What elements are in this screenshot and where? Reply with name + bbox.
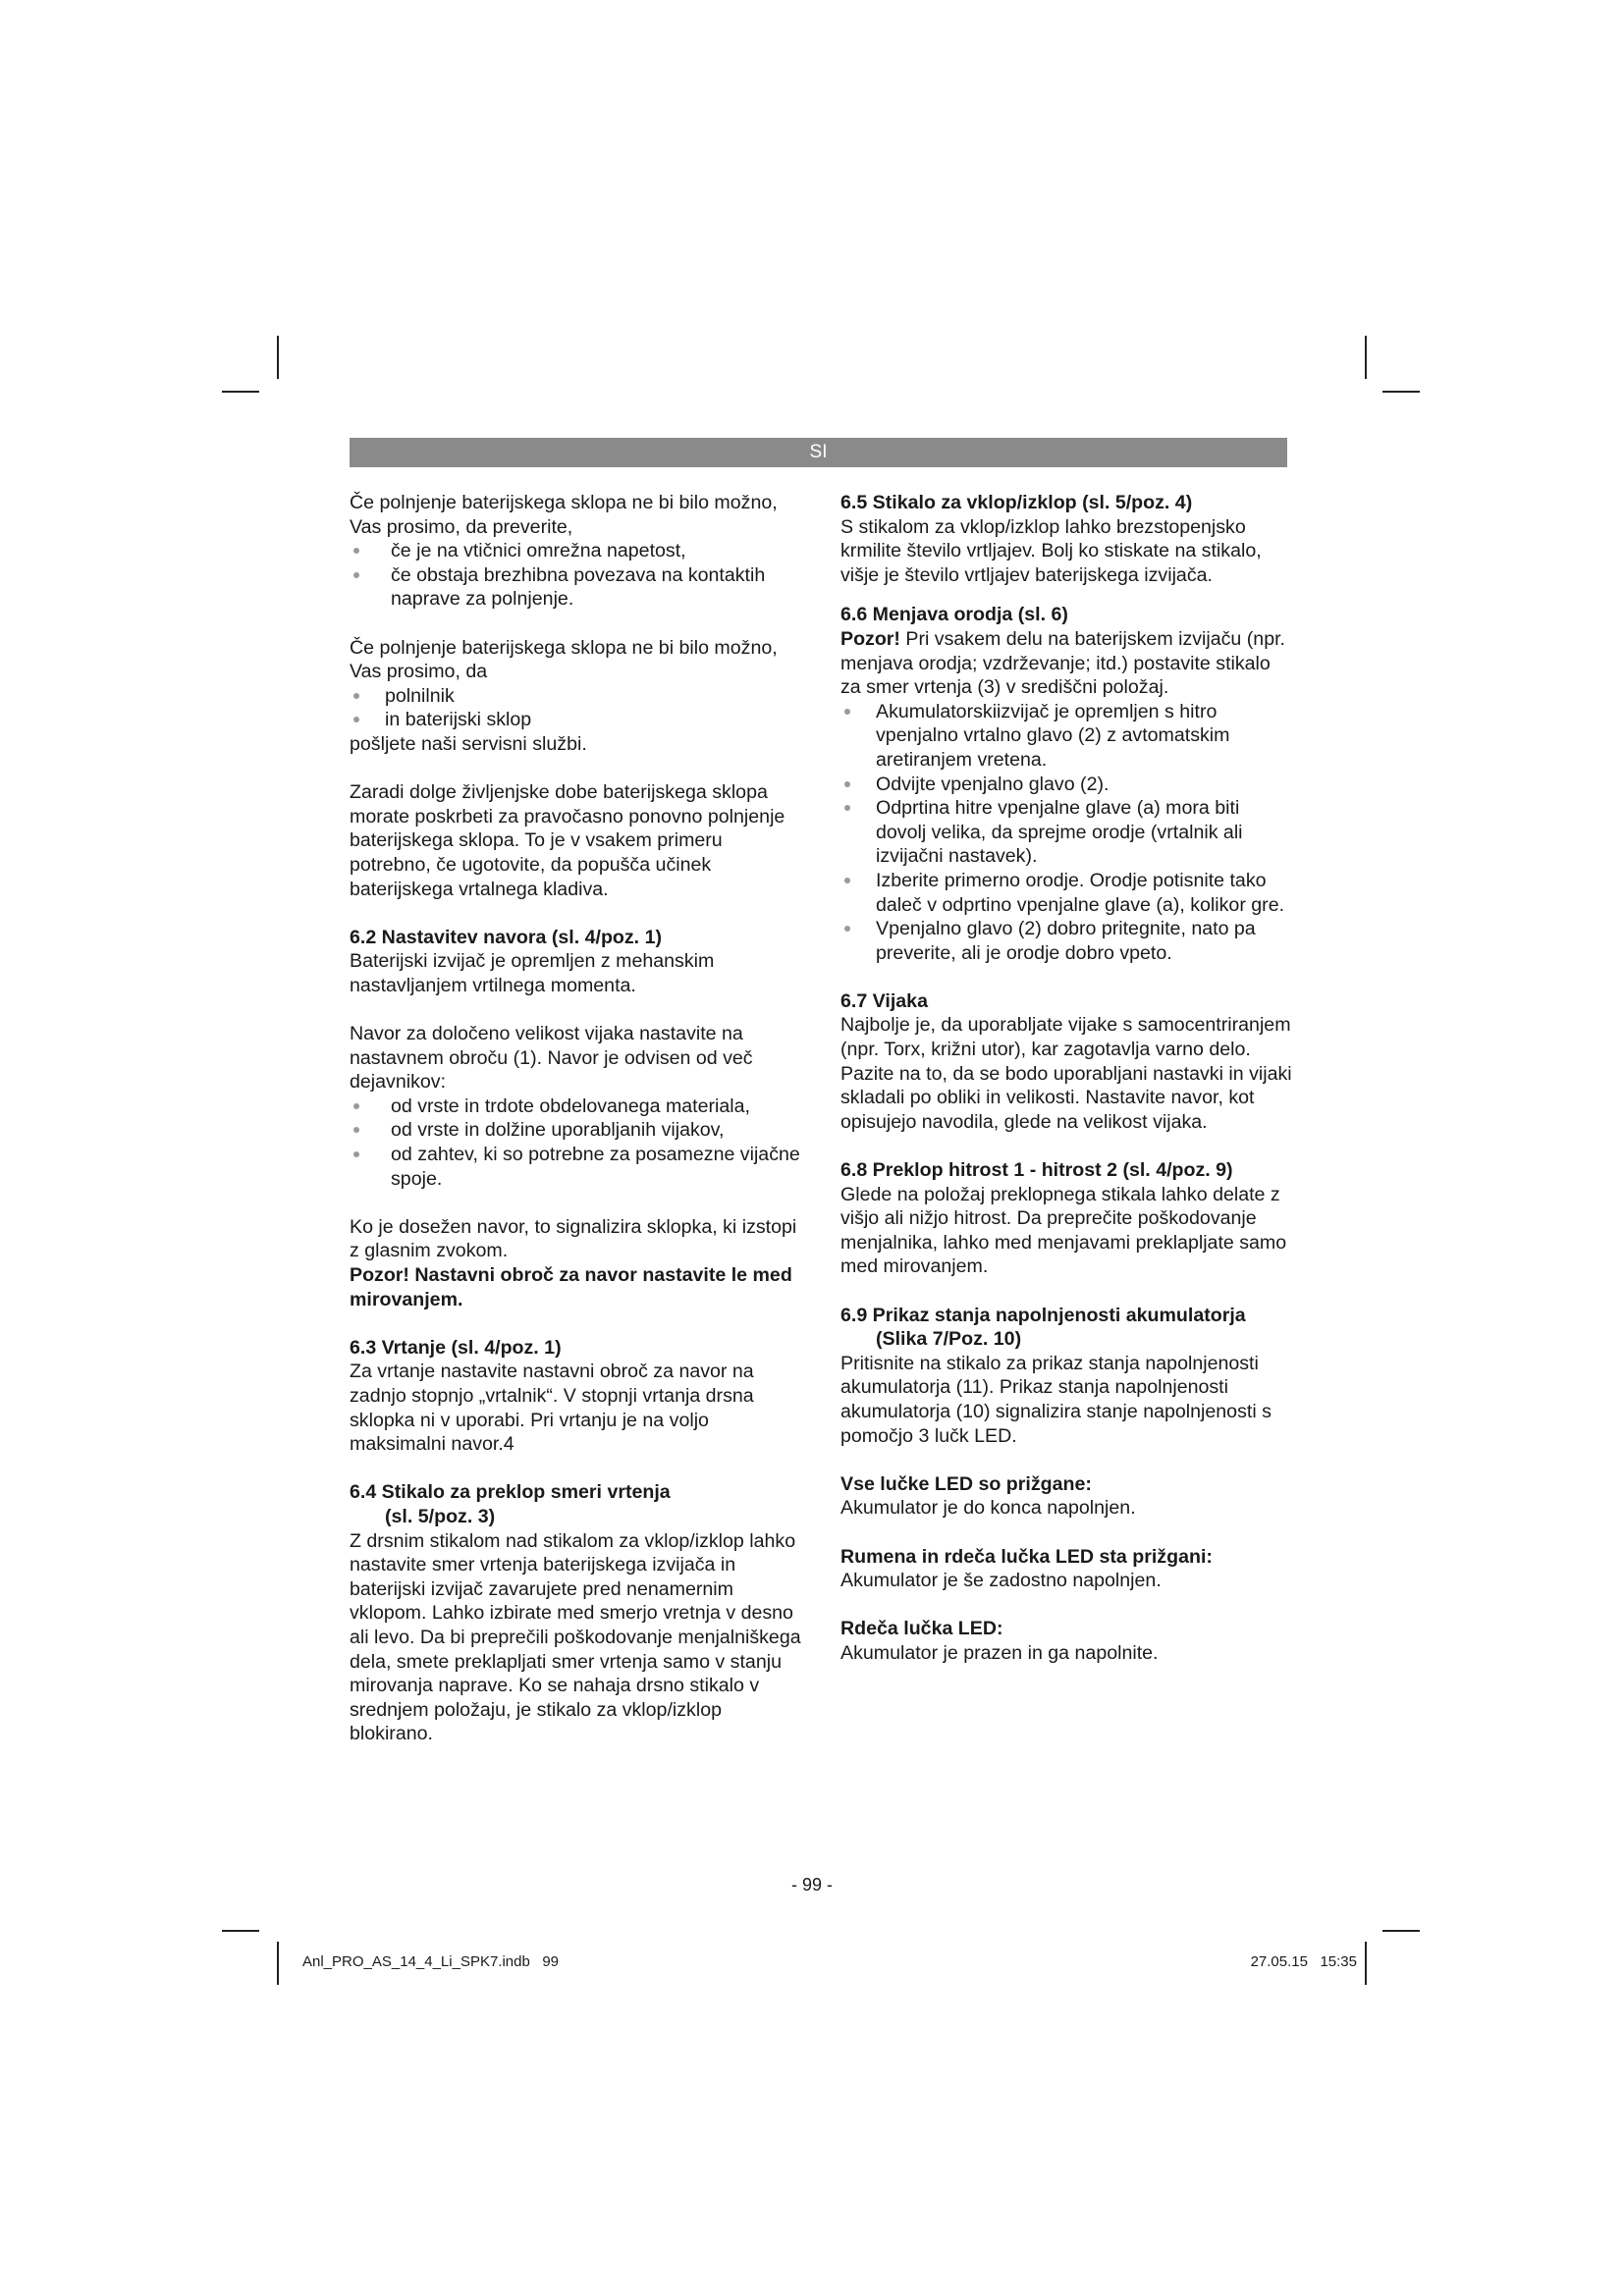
language-header-bar: SI xyxy=(350,438,1287,467)
crop-mark xyxy=(1382,391,1420,393)
paragraph: S stikalom za vklop/izklop lahko brezstopenjsko krmilite število vrtljajev. Bolj ko stiskate na stikalo, višje je število vrtljajev baterijskega izvijača. xyxy=(840,515,1262,586)
paragraph: Akumulator je do konca napolnjen. xyxy=(840,1497,1136,1520)
crop-mark xyxy=(222,391,259,393)
warning-text: Pri vsakem delu na baterijskem izvijaču (npr. menjava orodja; vzdrževanje; itd.) postavite stikalo za smer vrtenja (3) v središčni položaj. xyxy=(840,627,1285,699)
bullet-list xyxy=(350,684,801,732)
bullet-list xyxy=(350,539,801,612)
section-heading: 6.9 Prikaz stanja napolnjenosti akumulatorja xyxy=(840,1304,1246,1326)
section-heading: 6.2 Nastavitev navora (sl. 4/poz. 1) xyxy=(350,926,662,948)
warning-label: Pozor! xyxy=(840,627,900,650)
warning-text: Pozor! Nastavni obroč za navor nastavite le med mirovanjem. xyxy=(350,1264,792,1310)
crop-mark xyxy=(277,1942,279,1985)
section-heading-cont: (sl. 5/poz. 3) xyxy=(385,1505,496,1527)
paragraph: Zaradi dolge življenjske dobe baterijskega sklopa morate poskrbeti za pravočasno ponovno polnjenje baterijskega sklopa. To je v vsakem primeru potrebno, če ugotovite, da popušča učinek baterijskega vrtalnega kladiva. xyxy=(350,781,785,900)
paragraph: Navor za določeno velikost vijaka nastavite na nastavnem obroču (1). Navor je odvisen od več dejavnikov: xyxy=(350,1023,753,1094)
section-heading: 6.6 Menjava orodja (sl. 6) xyxy=(840,604,1068,626)
file-name: Anl_PRO_AS_14_4_Li_SPK7.indb 99 xyxy=(302,1953,560,1970)
list-item: od vrste in dolžine uporabljanih vijakov, xyxy=(350,1118,801,1143)
paragraph: Najbolje je, da uporabljate vijake s samocentriranjem (npr. Torx, križni utor), kar zagotavlja varno delo. Pazite na to, da se bodo uporabljani nastavki in vijaki skladali po obliki in velikosti. Nastavite navor, kot opisujejo navodila, glede na velikost vijaka. xyxy=(840,1014,1292,1133)
list-item: Odvijte vpenjalno glavo (2). xyxy=(840,773,1292,797)
led-status-heading: Vse lučke LED so prižgane: xyxy=(840,1472,1092,1495)
list-item: in baterijski sklop xyxy=(350,708,801,732)
left-column xyxy=(350,491,801,1746)
paragraph: Baterijski izvijač je opremljen z mehanskim nastavljanjem vrtilnega momenta. xyxy=(350,950,715,996)
print-date: 27.05.15 15:35 xyxy=(1250,1953,1357,1970)
paragraph: Za vrtanje nastavite nastavni obroč za navor na zadnjo stopnjo „vrtalnik“. V stopnji vrtanja drsna sklopka ni v uporabi. Pri vrtanju je na voljo maksimalni navor.4 xyxy=(350,1361,754,1456)
paragraph: Z drsnim stikalom nad stikalom za vklop/izklop lahko nastavite smer vrtenja baterijskega izvijača in baterijski izvijač zavarujete pred nenamernim vklopom. Lahko izbirate med smerjo vretnja v desno ali levo. Da bi preprečili poškodovanje menjalniškega dela, smete preklapljati smer vrtenja samo v stanju mirovanja naprave. Ko se nahaja drsno stikalo v srednjem položaju, je stikalo za vklop/izklop blokirano. xyxy=(350,1529,801,1745)
list-item: od zahtev, ki so potrebne za posamezne vijačne spoje. xyxy=(350,1143,801,1191)
paragraph: Če polnjenje baterijskega sklopa ne bi bilo možno, Vas prosimo, da xyxy=(350,636,778,683)
bullet-list xyxy=(840,700,1292,966)
section-heading: 6.4 Stikalo za preklop smeri vrtenja xyxy=(350,1481,671,1504)
crop-mark xyxy=(1365,1942,1367,1985)
section-heading: 6.7 Vijaka xyxy=(840,989,928,1012)
led-status-heading: Rumena in rdeča lučka LED sta prižgani: xyxy=(840,1545,1213,1568)
paragraph: Ko je dosežen navor, to signalizira sklopka, ki izstopi z glasnim zvokom. xyxy=(350,1215,797,1262)
crop-mark xyxy=(1382,1930,1420,1932)
list-item: Vpenjalno glavo (2) dobro pritegnite, nato pa preverite, ali je orodje dobro vpeto. xyxy=(840,917,1292,965)
paragraph: Pritisnite na stikalo za prikaz stanja napolnjenosti akumulatorja (11). Prikaz stanja napolnjenosti akumulatorja (10) signalizira stanje napolnjenosti s pomočjo 3 lučk LED. xyxy=(840,1352,1272,1447)
crop-mark xyxy=(277,336,279,379)
list-item: Izberite primerno orodje. Orodje potisnite tako daleč v odprtino vpenjalne glave (a), kolikor gre. xyxy=(840,869,1292,917)
list-item: Akumulatorskiizvijač je opremljen s hitro vpenjalno vrtalno glavo (2) z avtomatskim aretiranjem vretena. xyxy=(840,700,1292,773)
paragraph xyxy=(840,627,1292,700)
section-heading: 6.5 Stikalo za vklop/izklop (sl. 5/poz. 4) xyxy=(840,492,1193,513)
list-item: če je na vtičnici omrežna napetost, xyxy=(350,539,801,563)
section-heading: 6.8 Preklop hitrost 1 - hitrost 2 (sl. 4/poz. 9) xyxy=(840,1159,1233,1182)
bullet-list xyxy=(350,1095,801,1191)
list-item: Odprtina hitre vpenjalne glave (a) mora biti dovolj velika, da sprejme orodje (vrtalnik ali izvijačni nastavek). xyxy=(840,796,1292,869)
list-item: od vrste in trdote obdelovanega materiala, xyxy=(350,1095,801,1119)
list-item: če obstaja brezhibna povezava na kontaktih naprave za polnjenje. xyxy=(350,563,801,612)
paragraph: pošljete naši servisni službi. xyxy=(350,732,587,755)
section-heading-cont: (Slika 7/Poz. 10) xyxy=(876,1328,1022,1351)
list-item: polnilnik xyxy=(350,684,801,709)
page-number: - 99 - xyxy=(790,1875,833,1895)
paragraph: Glede na položaj preklopnega stikala lahko delate z višjo ali nižjo hitrost. Da preprečite poškodovanje menjalnika, lahko med menjavami preklapljate samo med mirovanjem. xyxy=(840,1183,1287,1278)
led-status-heading: Rdeča lučka LED: xyxy=(840,1618,1003,1640)
section-heading: 6.3 Vrtanje (sl. 4/poz. 1) xyxy=(350,1336,562,1359)
crop-mark xyxy=(1365,336,1367,379)
paragraph: Akumulator je še zadostno napolnjen. xyxy=(840,1570,1162,1592)
right-column xyxy=(840,491,1292,1666)
paragraph: Akumulator je prazen in ga napolnite. xyxy=(840,1641,1159,1664)
crop-mark xyxy=(222,1930,259,1932)
paragraph: Če polnjenje baterijskega sklopa ne bi bilo možno, Vas prosimo, da preverite, xyxy=(350,492,778,538)
